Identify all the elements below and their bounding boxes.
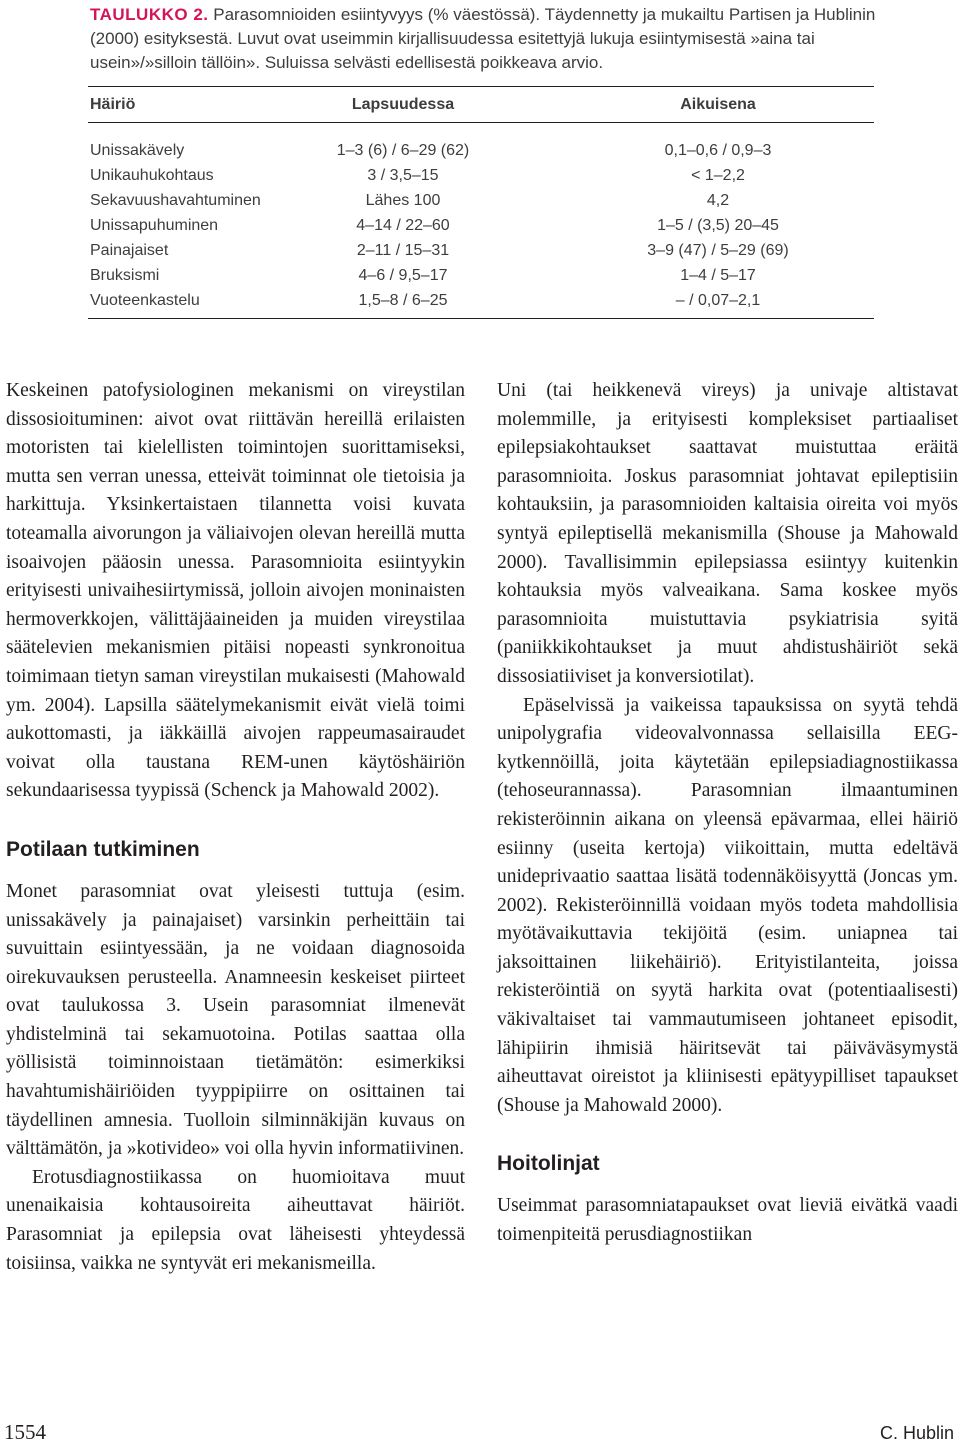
table-row [88,190,874,212]
table-row [88,140,874,162]
row-disorder: Unissapuhuminen [90,217,219,234]
row-disorder: Painajaiset [90,242,169,259]
body-paragraph: Uni (tai heikkenevä vireys) ja univaje altistavat molemmille, ja erityisesti kompleksiset partiaaliset epilepsiakohtaukset saattavat muistuttaa eräitä parasomnioita. Joskus parasomniat johtavat epileptisiin kohtauksiin, ja parasomnioiden kaltaisia oireita voi myös syntyä epileptisellä mekanismilla (Shouse ja Mahowald 2000). Tavallisimmin epilepsiassa esiintyy kuitenkin kohtauksia myös valveaikana. Sama koskee myös parasomnioita muistuttavia psykiatrisia syitä (paniikkikohtaukset ja muut ahdistushäiriöt sekä dissosiatiiviset ja konversiotilat). [497,380,958,687]
section-heading-treatment: Hoitolinjat [497,1152,600,1176]
table-row [88,240,874,262]
header-childhood: Lapsuudessa [351,96,455,113]
body-paragraph: Keskeinen patofysiologinen mekanismi on vireystilan dissosioituminen: aivot ovat riittävän hereillä erilaisten motoristen tai kielellisten toimintojen suorittamiseksi, mutta sen verran unessa, etteivät toiminnat ole tietoisia ja harkittuja. Yksinkertaistaen tilannetta voisi kuvata toteamalla aivorungon ja väliaivojen olevan hereillä mutta isoaivojen pääosin unessa. Parasomnioita esiintyykin erityisesti univaihesiirtymissä, jolloin aivojen moninaisten hermoverkkojen, välittäjäaineiden ja muiden vireystilaa säätelevien mekanismien pitäisi nopeasti synkronoitua toimimaan tietyn saman vireystilan mukaisesti (Mahowald ym. 2004). Lapsilla säätelymekanismit eivät vielä toimi aukottomasti, ja iäkkäillä aivojen rappeumasairaudet voivat olla taustana REM-unen käytöshäiriön sekundaarisessa tyypissä (Schenck ja Mahowald 2002). [6,380,465,802]
right-column [497,377,958,1250]
table-caption-label: TAULUKKO 2. [90,5,209,24]
body-paragraph: Monet parasomniat ovat yleisesti tuttuja (esim. unissakävely ja painajaiset) varsinkin perheittäin tai suvuittain esiintyessään, ja ne voidaan diagnosoida oirekuvauksen perusteella. Anamneesin keskeiset piirteet ovat taulukossa 3. Usein parasomniat ilmenevät yhdistelminä tai sekamuotoina. Potilas saattaa olla yöllisistä toiminnoistaan tietämätön: esimerkiksi havahtumishäiriöiden tyyppipiirre on osittainen tai täydellinen amnesia. Tuolloin silminnäkijän kuvaus on välttämätön, ja »kotivideo» voi olla hyvin informatiivinen. [6,880,465,1160]
row-disorder: Unissakävely [90,142,185,159]
row-disorder: Unikauhukohtaus [90,167,214,184]
left-column [6,377,465,1278]
header-adulthood: Aikuisena [680,96,756,113]
row-childhood: 3 / 3,5–15 [367,167,439,184]
section-heading-patient-examination: Potilaan tutkiminen [6,837,200,861]
body-paragraph: Useimmat parasomniatapaukset ovat lieviä eivätkä vaadi toimenpiteitä perusdiagnostiikan [497,1195,958,1246]
row-disorder: Sekavuushavahtuminen [90,192,261,209]
header-disorder: Häiriö [90,96,136,113]
row-childhood: 4–6 / 9,5–17 [358,267,448,284]
row-adulthood: 0,1–0,6 / 0,9–3 [664,142,772,159]
body-paragraph: Erotusdiagnostiikassa on huomioitava muut unenaikaisia kohtausoireita aiheuttavat häiriöt. Parasomniat ja epilepsia ovat läheisesti yhteydessä toisiinsa, vaikka ne syntyvät eri mekanismeilla. [6,1166,465,1274]
row-childhood: 2–11 / 15–31 [356,242,450,259]
running-footer-author: C. Hublin [879,1423,954,1443]
page-number: 1554 [4,1420,46,1444]
table-top-rule [88,86,874,87]
table-bottom-rule [88,318,874,319]
table-row [88,290,874,312]
row-childhood: Lähes 100 [365,192,441,209]
row-adulthood: 1–4 / 5–17 [680,267,756,284]
body-paragraph: Epäselvissä ja vaikeissa tapauksissa on syytä tehdä unipolygrafia videovalvonnassa sellaisilla EEG-kytkennöillä, joita käytetään epilepsiadiagnostiikassa (tehoseurannassa). Parasomnian ilmaantuminen rekisteröinnin aikana on yleensä epävarmaa, ellei häiriö esiinny (useita kertoja) viikoittain, mutta edeltävä unideprivaatio saattaa lisätä todennäköisyyttä (Joncas ym. 2002). Rekisteröinnillä voidaan myös todeta mahdollisia myötävaikuttavia tekijöitä (esim. uniapnea tai jaksoittainen liikehäiriö). Erityistilanteita, joissa rekisteröintiä on syytä harkita ovat (potentiaalisesti) väkivaltaiset tai vammautumiseen johtaneet episodit, lähipiirin ihmisiä häiritsevät tai päiväväsymystä aiheuttavat oireistot ja kliinisesti epätyypilliset tapaukset (Shouse ja Mahowald 2000). [497,694,958,1116]
row-childhood: 1,5–8 / 6–25 [358,292,448,309]
row-adulthood: 1–5 / (3,5) 20–45 [657,217,779,234]
table-caption [90,3,890,75]
row-disorder: Vuoteenkastelu [90,292,200,309]
row-adulthood: 4,2 [706,192,730,209]
table-caption-text: Parasomnioiden esiintyvyys (% väestössä). Täydennetty ja mukailtu Partisen ja Hublinin (2000) esityksestä. Luvut ovat useimmin kirjallisuudessa esitettyjä lukuja esiintymisestä »aina tai usein»/»silloin tällöin». Suluissa selvästi edellisestä poikkeava arvio. [90,5,876,72]
table-row [88,265,874,287]
row-adulthood: – / 0,07–2,1 [675,292,761,309]
table-row [88,165,874,187]
table-header-rule [88,122,874,123]
row-childhood: 4–14 / 22–60 [356,217,450,234]
row-adulthood: 3–9 (47) / 5–29 (69) [647,242,789,259]
table-header-row [88,94,874,116]
row-childhood: 1–3 (6) / 6–29 (62) [336,142,470,159]
row-disorder: Bruksismi [90,267,160,284]
row-adulthood: < 1–2,2 [691,167,745,184]
table-row [88,215,874,237]
